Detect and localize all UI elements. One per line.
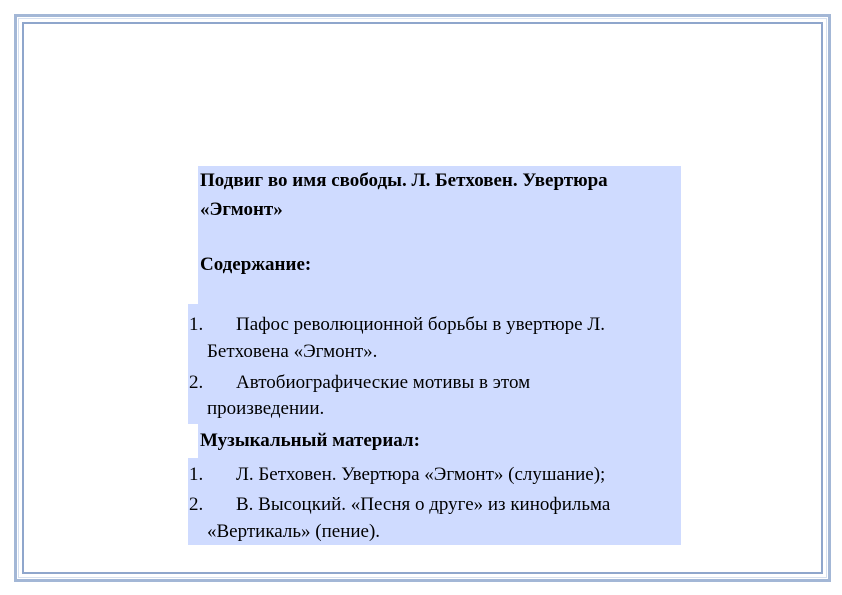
- music-item-1-line1: Л. Бетховен. Увертюра «Эгмонт» (слушание);: [236, 464, 606, 485]
- page-title-line2: «Эгмонт»: [200, 199, 283, 220]
- music-item-2-number: 2.: [189, 494, 204, 515]
- content-heading: Содержание:: [200, 254, 312, 275]
- content-item-1-line1: Пафос революционной борьбы в увертюре Л.: [236, 314, 606, 335]
- music-item-2-line1: В. Высоцкий. «Песня о друге» из кинофильма: [236, 494, 611, 515]
- music-item-2-line2: «Вертикаль» (пение).: [207, 521, 381, 542]
- music-item-1-number: 1.: [189, 464, 204, 485]
- content-item-1-line2: Бетховена «Эгмонт».: [207, 341, 378, 362]
- content-item-2-line1: Автобиографические мотивы в этом: [236, 372, 531, 393]
- content-item-2-number: 2.: [189, 372, 204, 393]
- page-title-line1: Подвиг во имя свободы. Л. Бетховен. Увертюра: [200, 170, 608, 191]
- content-item-2-line2: произведении.: [207, 398, 325, 419]
- music-heading: Музыкальный материал:: [200, 430, 420, 451]
- content-item-1-number: 1.: [189, 314, 204, 335]
